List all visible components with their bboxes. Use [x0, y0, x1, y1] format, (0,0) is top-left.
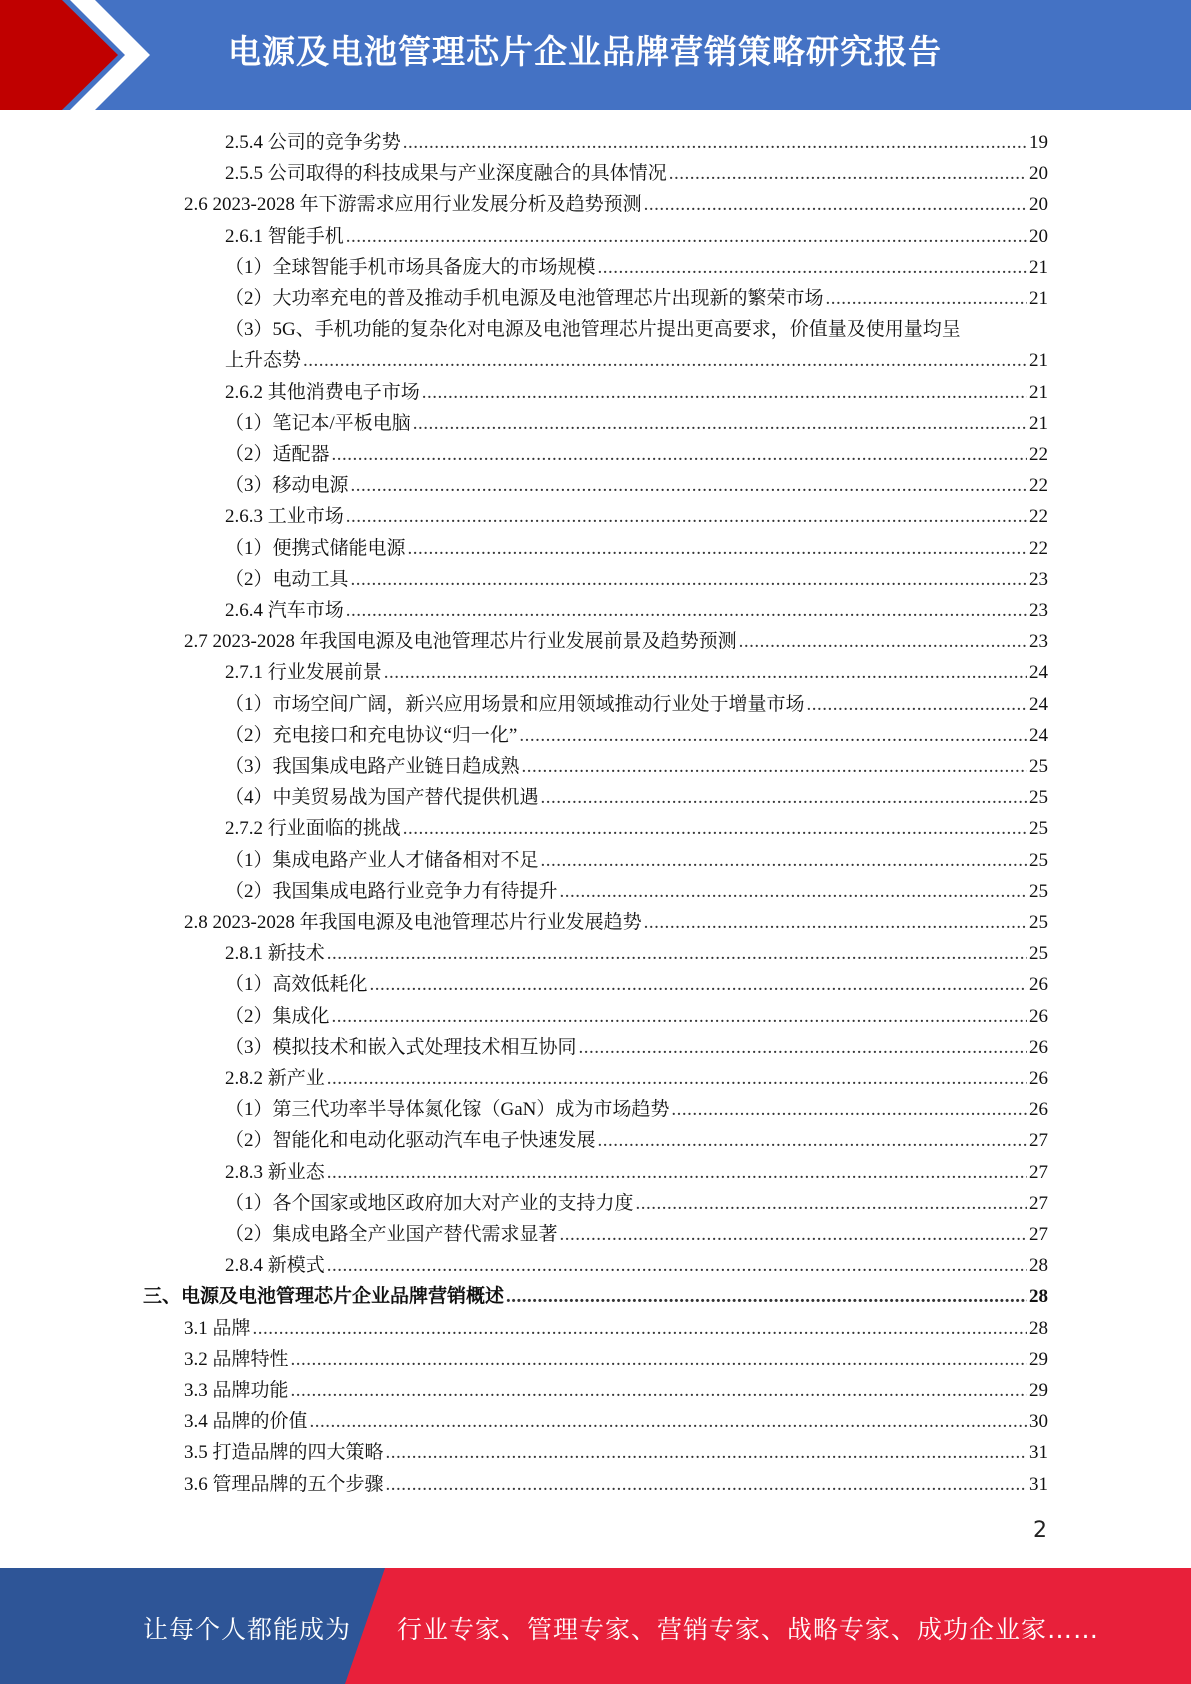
toc-entry[interactable] [184, 1437, 1048, 1468]
footer-slogan-right: 行业专家、管理专家、营销专家、战略专家、成功企业家…… [397, 1615, 1100, 1644]
toc-entry[interactable] [225, 221, 1048, 252]
toc-page-number: 26 [1029, 974, 1048, 996]
toc-page-number: 21 [1029, 256, 1048, 278]
toc-page-number: 24 [1029, 662, 1048, 684]
toc-entry[interactable] [225, 938, 1048, 969]
toc-leader-dots [351, 564, 1027, 595]
toc-entry[interactable] [225, 720, 1048, 751]
toc-entry[interactable] [184, 1406, 1048, 1437]
toc-entry-label: 3.2 品牌特性 [184, 1348, 289, 1370]
toc-leader-dots [541, 782, 1027, 813]
toc-entry[interactable] [225, 657, 1048, 688]
toc-entry-label: 2.6.4 汽车市场 [225, 600, 344, 621]
toc-entry[interactable] [225, 408, 1048, 439]
toc-leader-dots [519, 720, 1027, 751]
toc-page-number: 28 [1029, 1255, 1048, 1277]
toc-entry-label[interactable]: （3）5G、手机功能的复杂化对电源及电池管理芯片提出更高要求，价值量及使用量均呈 [225, 319, 961, 341]
toc-entry[interactable] [225, 377, 1048, 408]
toc-entry-label: （3）移动电源 [225, 475, 349, 497]
toc-page-number: 25 [1029, 849, 1048, 871]
toc-entry[interactable] [184, 1344, 1048, 1375]
toc-leader-dots [291, 1344, 1027, 1375]
toc-leader-dots [669, 158, 1027, 189]
toc-page-number: 19 [1029, 132, 1048, 153]
toc-entry-label: （2）适配器 [225, 444, 330, 465]
toc-entry-label: （1）便携式储能电源 [225, 537, 406, 559]
toc-leader-dots [370, 969, 1027, 1000]
toc-leader-dots [346, 595, 1027, 626]
toc-leader-dots [644, 907, 1027, 938]
toc-entry[interactable] [225, 1188, 1048, 1219]
toc-page-number: 26 [1029, 1099, 1048, 1121]
toc-entry-label: 2.6.2 其他消费电子市场 [225, 381, 420, 403]
toc-leader-dots [541, 845, 1027, 876]
toc-entry[interactable] [225, 158, 1048, 189]
toc-page-number: 25 [1029, 756, 1048, 777]
toc-page-number: 31 [1029, 1442, 1048, 1464]
toc-entry-label: 3.5 打造品牌的四大策略 [184, 1442, 384, 1464]
toc-entry[interactable] [225, 969, 1048, 1000]
toc-entry-label: （4）中美贸易战为国产替代提供机遇 [225, 787, 539, 809]
toc-page-number: 30 [1029, 1411, 1048, 1433]
toc-entry[interactable] [225, 1157, 1048, 1188]
toc-leader-dots [253, 1313, 1027, 1344]
toc-page-number: 21 [1029, 288, 1048, 309]
toc-entry-label: （1）全球智能手机市场具备庞大的市场规模 [225, 256, 596, 278]
toc-entry[interactable] [225, 127, 1048, 158]
toc-entry-label: 2.6.3 工业市场 [225, 506, 344, 528]
toc-entry[interactable] [184, 1313, 1048, 1344]
toc-leader-dots [303, 345, 1027, 376]
toc-page-number: 20 [1029, 225, 1048, 247]
toc-entry[interactable] [225, 470, 1048, 501]
toc-entry-label: （1）集成电路产业人才储备相对不足 [225, 849, 539, 871]
toc-entry-label: 3.1 品牌 [184, 1317, 251, 1339]
toc-leader-dots [739, 626, 1027, 657]
toc-page-number: 27 [1029, 1224, 1048, 1245]
toc-entry[interactable] [225, 501, 1048, 532]
toc-page-number: 26 [1029, 1005, 1048, 1027]
toc-leader-dots [598, 1125, 1027, 1156]
toc-entry[interactable] [184, 1375, 1048, 1406]
toc-page-number: 21 [1029, 381, 1048, 403]
toc-leader-dots [327, 1063, 1027, 1094]
footer-slogan-left: 让每个人都能成为 [143, 1615, 352, 1644]
toc-entry[interactable] [225, 533, 1048, 564]
toc-entry[interactable] [225, 345, 1048, 376]
toc-entry-label: （2）我国集成电路行业竞争力有待提升 [225, 880, 558, 902]
toc-entry-label: 2.6 2023-2028 年下游需求应用行业发展分析及趋势预测 [184, 194, 642, 216]
toc-page-number: 21 [1029, 350, 1048, 372]
toc-page-number: 25 [1029, 912, 1048, 933]
toc-page-number: 23 [1029, 600, 1048, 621]
toc-entry[interactable] [225, 813, 1048, 844]
toc-leader-dots [346, 221, 1027, 252]
toc-page-number: 20 [1029, 194, 1048, 216]
report-title: 电源及电池管理芯片企业品牌营销策略研究报告 [228, 32, 942, 71]
toc-entry-label: （2）智能化和电动化驱动汽车电子快速发展 [225, 1130, 596, 1152]
toc-page-number: 24 [1029, 724, 1048, 746]
toc-leader-dots [807, 689, 1027, 720]
toc-page-number: 26 [1029, 1036, 1048, 1058]
toc-page-number: 23 [1029, 568, 1048, 590]
toc-entry[interactable] [225, 1063, 1048, 1094]
toc-leader-dots [310, 1406, 1027, 1437]
toc-leader-dots [644, 189, 1027, 220]
toc-entry-label: （1）第三代功率半导体氮化镓（GaN）成为市场趋势 [225, 1099, 670, 1121]
toc-leader-dots [403, 813, 1027, 844]
toc-leader-dots [636, 1188, 1027, 1219]
toc-page-number: 28 [1029, 1317, 1048, 1339]
toc-entry[interactable] [225, 252, 1048, 283]
toc-leader-dots [332, 1001, 1027, 1032]
toc-page-number: 25 [1029, 943, 1048, 965]
toc-leader-dots [506, 1281, 1027, 1312]
toc-entry-label: （1）笔记本/平板电脑 [225, 412, 411, 434]
toc-leader-dots [671, 1094, 1027, 1125]
toc-leader-dots [522, 751, 1027, 782]
toc-entry-label: 2.6.1 智能手机 [225, 225, 344, 247]
toc-entry-label: （3）模拟技术和嵌入式处理技术相互协同 [225, 1036, 577, 1058]
toc-entry[interactable] [184, 626, 1048, 657]
toc-entry[interactable] [225, 283, 1048, 314]
toc-leader-dots [291, 1375, 1027, 1406]
toc-entry-label: 3.3 品牌功能 [184, 1380, 289, 1401]
toc-page-number: 29 [1029, 1348, 1048, 1370]
toc-page-number: 24 [1029, 693, 1048, 715]
toc-leader-dots [327, 1250, 1027, 1281]
toc-page-number: 22 [1029, 444, 1048, 465]
toc-entry-label: 3.4 品牌的价值 [184, 1411, 308, 1433]
toc-entry-label: （1）市场空间广阔，新兴应用场景和应用领域推动行业处于增量市场 [225, 693, 805, 715]
toc-entry-label: （2）大功率充电的普及推动手机电源及电池管理芯片出现新的繁荣市场 [225, 288, 824, 309]
toc-entry[interactable] [184, 1469, 1048, 1500]
toc-leader-dots [384, 657, 1027, 688]
toc-entry-label: （1）高效低耗化 [225, 974, 368, 996]
toc-page-number: 27 [1029, 1192, 1048, 1214]
toc-entry-label: 2.8.1 新技术 [225, 943, 325, 965]
toc-entry[interactable] [225, 1094, 1048, 1125]
toc-leader-dots [598, 252, 1027, 283]
toc-entry[interactable] [225, 751, 1048, 782]
toc-entry-label: 2.8.4 新模式 [225, 1255, 325, 1277]
toc-entry[interactable] [225, 595, 1048, 626]
toc-entry[interactable] [225, 876, 1048, 907]
toc-entry-label: 2.8.2 新产业 [225, 1068, 325, 1089]
toc-leader-dots [332, 439, 1027, 470]
toc-page-number: 22 [1029, 537, 1048, 559]
toc-leader-dots [351, 470, 1027, 501]
toc-entry-label: 三、电源及电池管理芯片企业品牌营销概述 [143, 1286, 505, 1308]
toc-entry-label: 2.7.1 行业发展前景 [225, 662, 382, 684]
toc-leader-dots [560, 876, 1027, 907]
toc-entry[interactable] [225, 845, 1048, 876]
toc-page-number: 23 [1029, 631, 1048, 653]
toc-page-number: 25 [1029, 787, 1048, 809]
toc-page-number: 31 [1029, 1473, 1048, 1495]
toc-entry-label: 2.5.4 公司的竞争劣势 [225, 132, 401, 153]
toc-entry-label: 2.8 2023-2028 年我国电源及电池管理芯片行业发展趋势 [184, 912, 642, 933]
toc-entry[interactable] [225, 564, 1048, 595]
toc-leader-dots [327, 938, 1027, 969]
toc-entry[interactable] [225, 782, 1048, 813]
page-number: 2 [1033, 1518, 1047, 1543]
toc-entry[interactable] [225, 1125, 1048, 1156]
toc-entry[interactable] [225, 1001, 1048, 1032]
toc-entry-label: 3.6 管理品牌的五个步骤 [184, 1473, 384, 1495]
toc-entry[interactable] [225, 1250, 1048, 1281]
toc-entry[interactable] [225, 439, 1048, 470]
toc-entry[interactable] [225, 1219, 1048, 1250]
toc-entry[interactable] [225, 689, 1048, 720]
toc-entry[interactable] [225, 1032, 1048, 1063]
toc-entry-label: （3）我国集成电路产业链日趋成熟 [225, 756, 520, 777]
toc-page-number: 27 [1029, 1161, 1048, 1183]
toc-page-number: 20 [1029, 163, 1048, 185]
toc-page-number: 22 [1029, 506, 1048, 528]
toc-entry-label: 2.5.5 公司取得的科技成果与产业深度融合的具体情况 [225, 163, 667, 185]
toc-leader-dots [327, 1157, 1027, 1188]
toc-leader-dots [346, 501, 1027, 532]
toc-entry[interactable] [143, 1281, 1048, 1312]
toc-entry-label: 2.8.3 新业态 [225, 1161, 325, 1183]
toc-page-number: 25 [1029, 818, 1048, 840]
toc-page-number: 22 [1029, 475, 1048, 497]
toc-entry-label: （2）集成电路全产业国产替代需求显著 [225, 1224, 558, 1245]
toc-page-number: 21 [1029, 412, 1048, 434]
toc-page-number: 29 [1029, 1380, 1048, 1401]
toc-entry-label: 2.7.2 行业面临的挑战 [225, 818, 401, 840]
toc-leader-dots [826, 283, 1027, 314]
toc-page-number: 26 [1029, 1068, 1048, 1089]
toc-page-number: 25 [1029, 880, 1048, 902]
toc-leader-dots [422, 377, 1027, 408]
toc-entry-label: （1）各个国家或地区政府加大对产业的支持力度 [225, 1192, 634, 1214]
toc-page-number: 27 [1029, 1130, 1048, 1152]
toc-entry-continuation: 上升态势 [225, 350, 302, 372]
toc-entry[interactable] [184, 189, 1048, 220]
toc-entry-label: （2）电动工具 [225, 568, 349, 590]
toc-leader-dots [560, 1219, 1027, 1250]
toc-entry[interactable] [184, 907, 1048, 938]
page-footer [0, 1568, 1191, 1684]
toc-entry-label: （2）充电接口和充电协议“归一化” [225, 724, 518, 746]
toc-leader-dots [408, 533, 1027, 564]
toc-entry-label: 2.7 2023-2028 年我国电源及电池管理芯片行业发展前景及趋势预测 [184, 631, 737, 653]
toc-leader-dots [579, 1032, 1027, 1063]
toc-leader-dots [413, 408, 1027, 439]
toc-leader-dots [386, 1437, 1027, 1468]
toc-entry-label: （2）集成化 [225, 1005, 330, 1027]
toc-leader-dots [403, 127, 1027, 158]
toc-page-number: 28 [1029, 1286, 1048, 1308]
toc-leader-dots [386, 1469, 1027, 1500]
